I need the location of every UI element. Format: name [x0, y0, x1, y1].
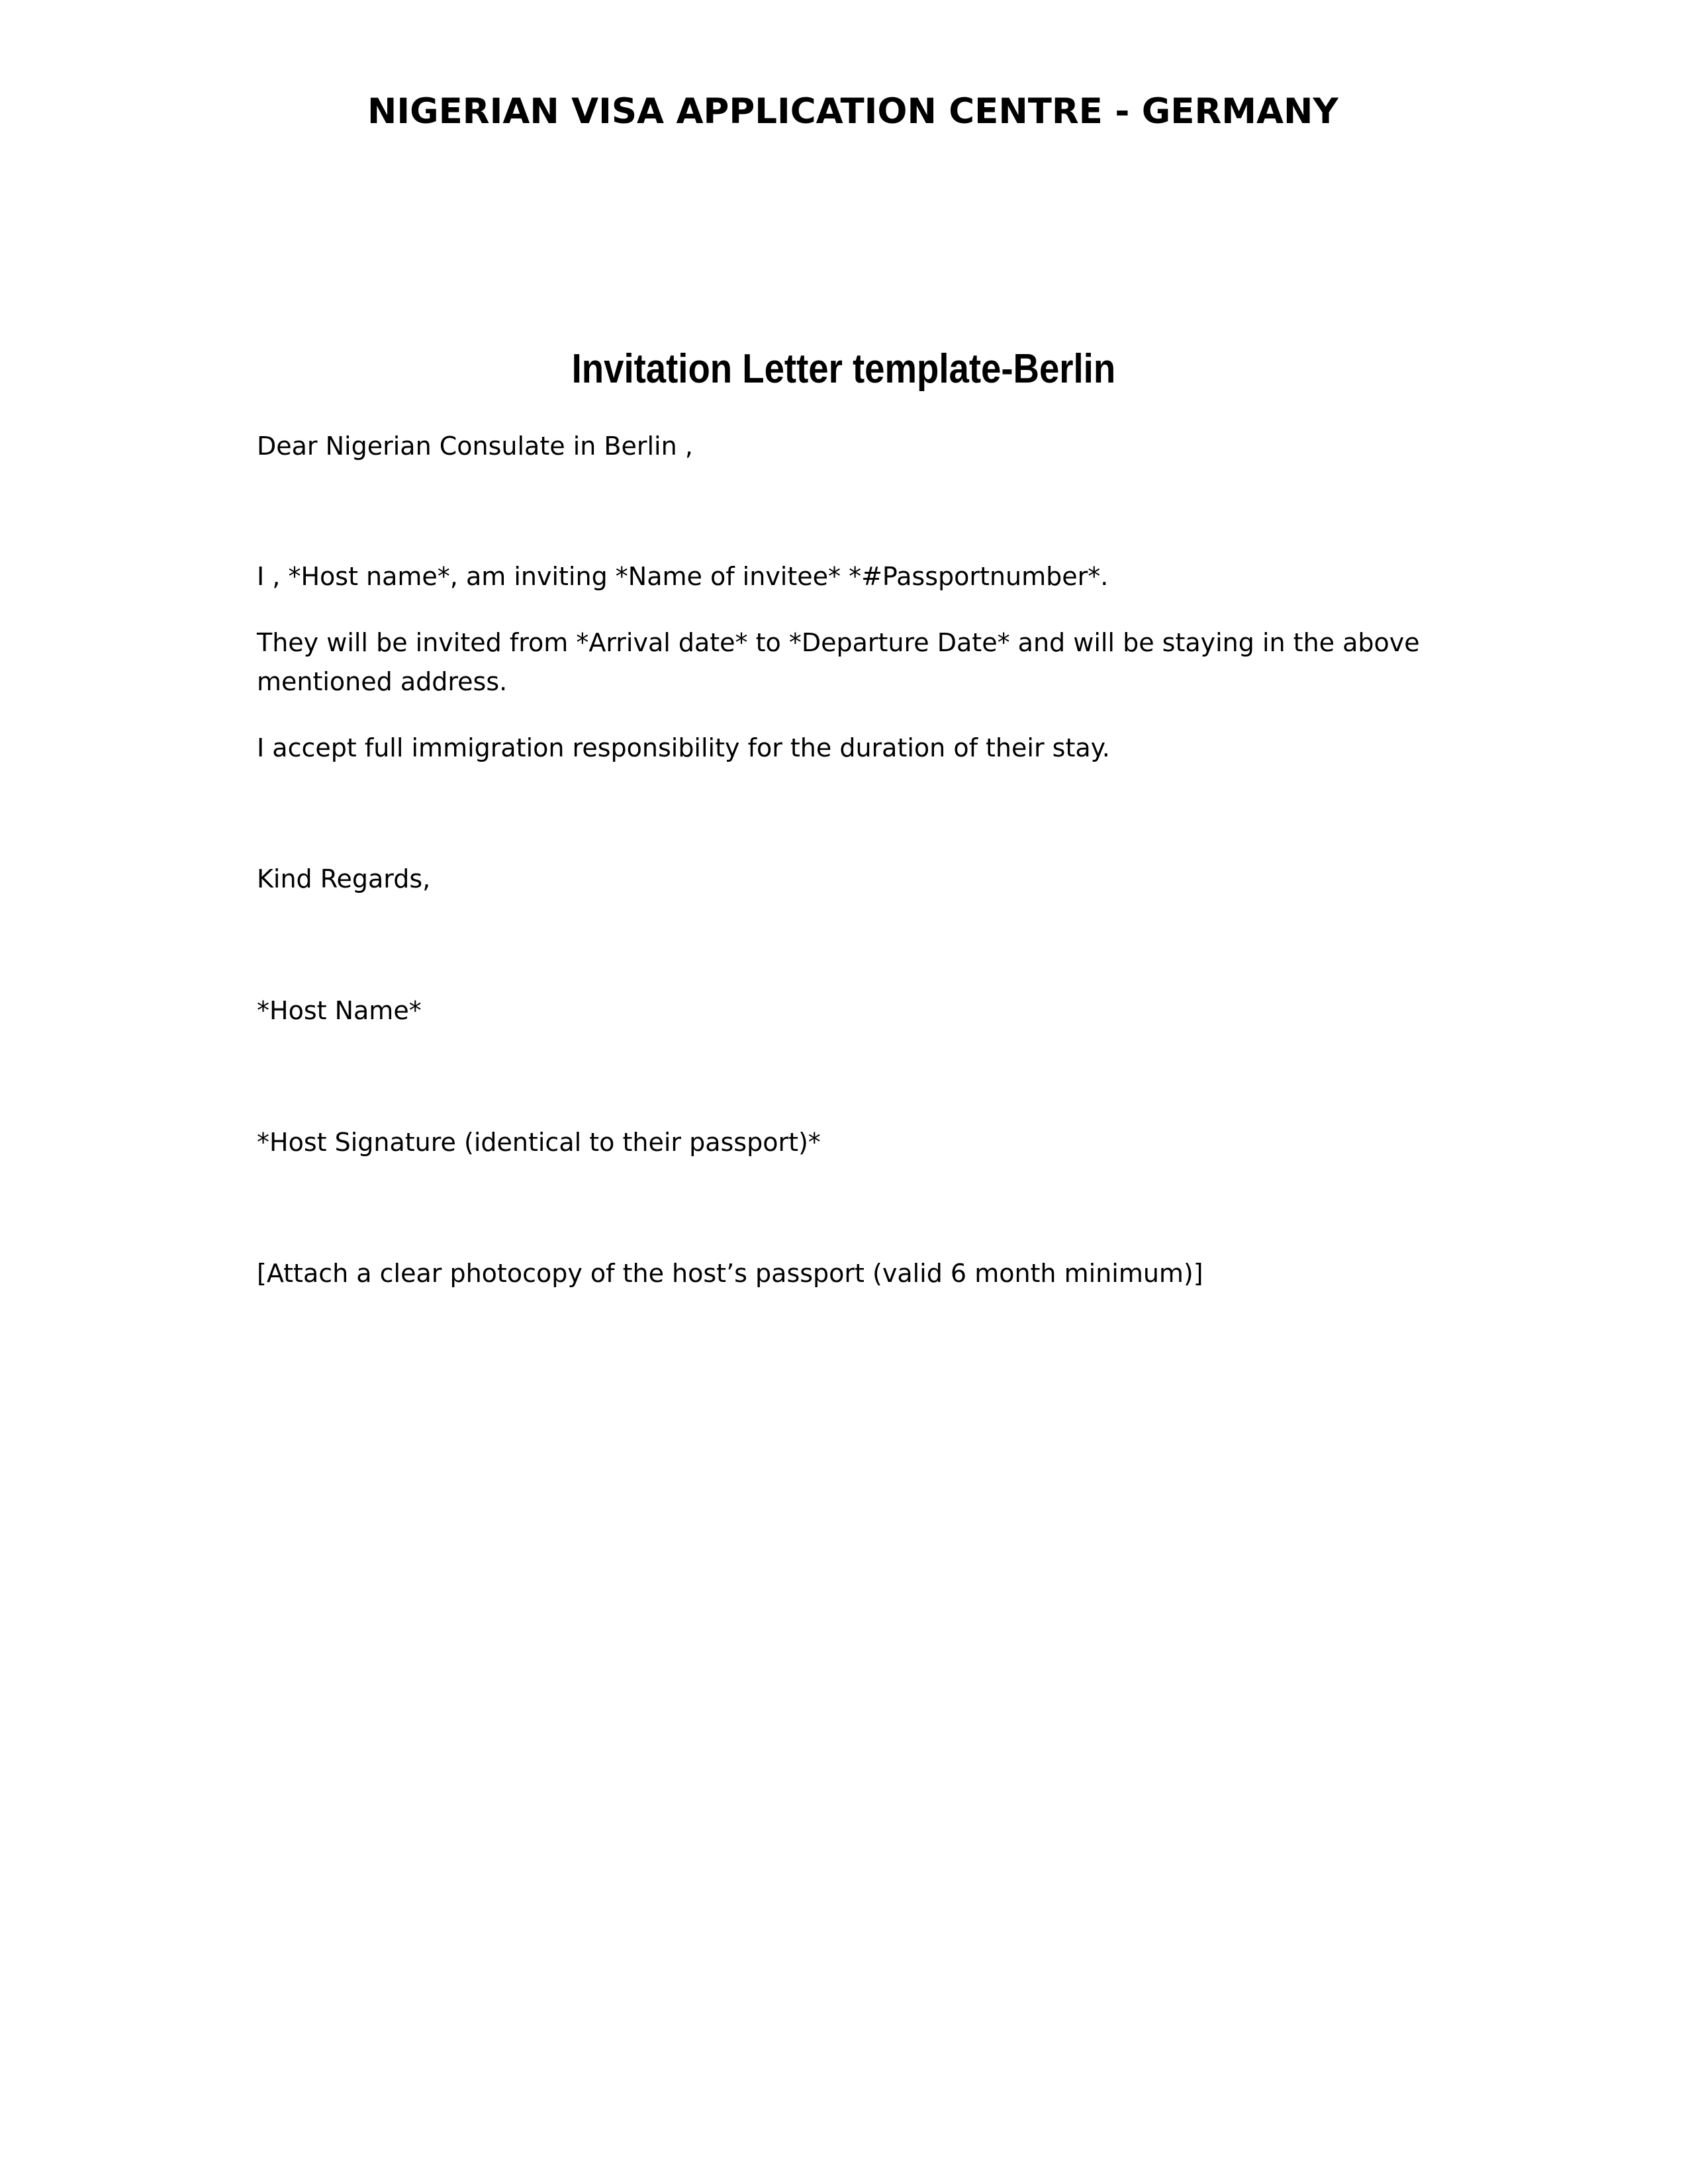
salutation: Dear Nigerian Consulate in Berlin ,	[257, 432, 693, 461]
organization-header: NIGERIAN VISA APPLICATION CENTRE - GERMANY	[367, 91, 1338, 132]
letter-title: Invitation Letter template-Berlin	[571, 346, 1116, 392]
stay-dates-line-2: mentioned address.	[257, 667, 508, 696]
host-name-placeholder: *Host Name*	[257, 996, 422, 1025]
attachment-note: [Attach a clear photocopy of the host’s passport (valid 6 month minimum)]	[257, 1259, 1203, 1288]
closing: Kind Regards,	[257, 864, 431, 893]
responsibility-statement: I accept full immigration responsibility for the duration of their stay.	[257, 733, 1110, 762]
host-signature-placeholder: *Host Signature (identical to their passport)*	[257, 1128, 821, 1157]
invitation-statement: I , *Host name*, am inviting *Name of invitee* *#Passportnumber*.	[257, 562, 1109, 591]
stay-dates-paragraph	[257, 623, 1420, 702]
stay-dates-line-1: They will be invited from *Arrival date* to *Departure Date* and will be staying in the above	[257, 628, 1420, 657]
